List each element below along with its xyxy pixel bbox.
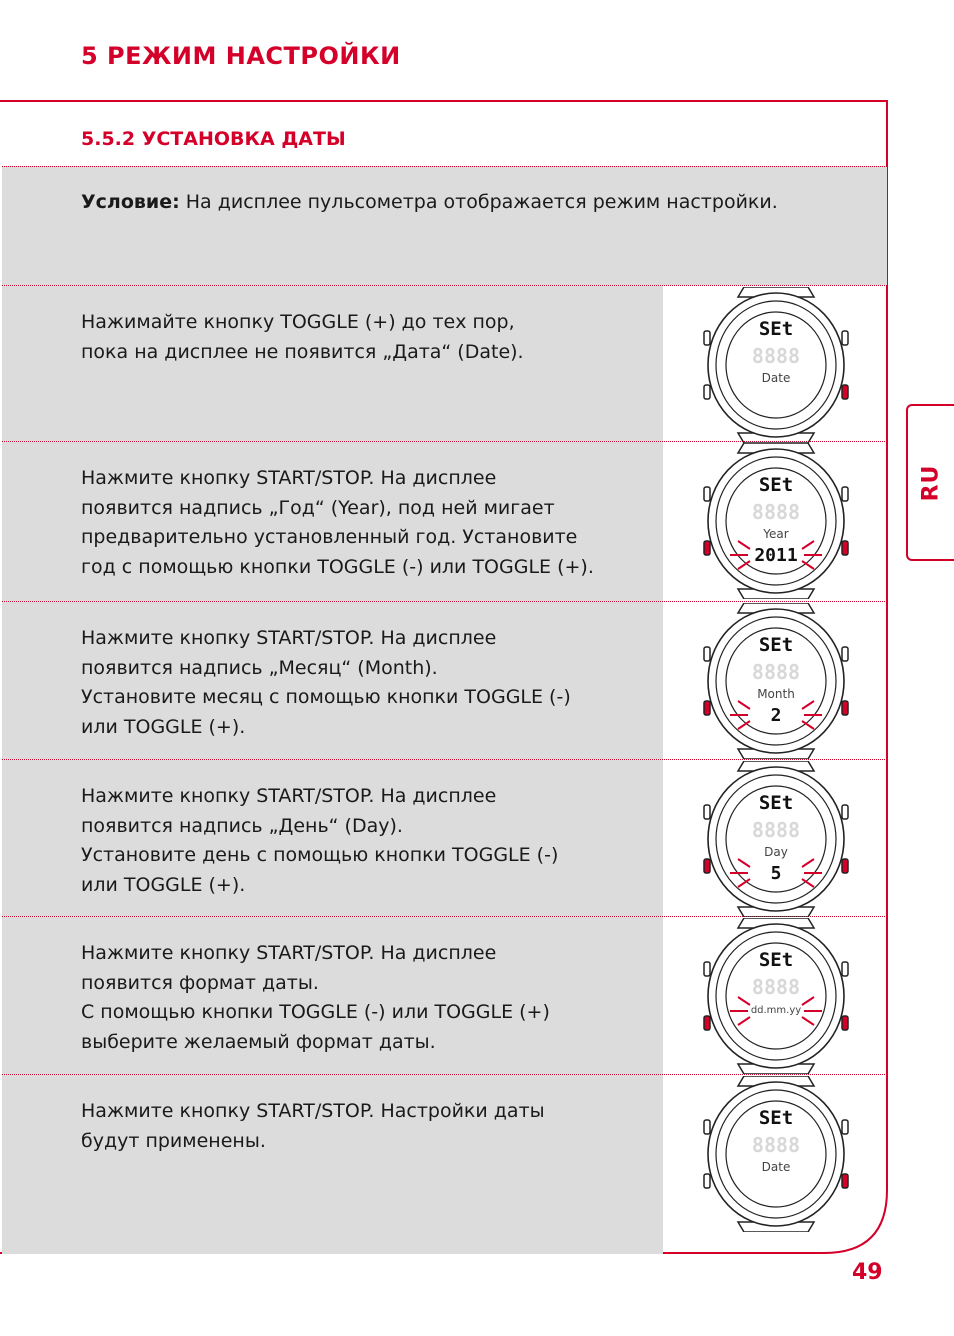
step-line: появится надпись „Месяц“ (Month).	[81, 656, 438, 679]
page-number: 49	[852, 1260, 883, 1285]
watch-top-text: SEt	[758, 949, 794, 971]
step-line: появится надпись „Год“ (Year), под ней мигает	[81, 496, 555, 519]
step-line: Установите месяц с помощью кнопки TOGGLE (-)	[81, 686, 571, 708]
watch-label-text: Date	[761, 1160, 791, 1174]
watch-label-text: Date	[761, 371, 791, 385]
watch-top-text: SEt	[758, 634, 794, 656]
step-line: Нажмите кнопку START/STOP. На дисплее	[81, 785, 497, 807]
watch-top-text: SEt	[758, 1107, 794, 1129]
step-text-panel	[2, 1075, 663, 1254]
step-line: Нажмите кнопку START/STOP. На дисплее	[81, 467, 497, 489]
language-code: RU	[918, 464, 944, 501]
step-text-panel	[2, 602, 663, 759]
watch-label-text: dd.mm.yy	[750, 1005, 802, 1016]
watch-label-text: Day	[764, 845, 788, 859]
condition-body: На дисплее пульсометра отображается режим настройки.	[179, 191, 778, 213]
watch-value-text: 2011	[754, 545, 798, 566]
condition-box	[2, 166, 887, 285]
step-line: Нажимайте кнопку TOGGLE (+) до тех пор,	[81, 311, 515, 333]
step-text-panel	[2, 442, 663, 601]
section-title: 5.5.2 УСТАНОВКА ДАТЫ	[81, 128, 346, 150]
watch-value-text: 2	[770, 705, 782, 726]
step-line: выберите желаемый формат даты.	[81, 1030, 436, 1053]
condition-label: Условие:	[81, 191, 180, 213]
watch-display-illustration	[692, 918, 860, 1074]
watch-top-text: SEt	[758, 318, 794, 340]
svg-text:8888: 8888	[751, 500, 801, 524]
watch-label-text: Month	[757, 687, 795, 701]
step-line: пока на дисплее не появится „Дата“ (Date).	[81, 340, 524, 363]
step-text-panel	[2, 917, 663, 1074]
svg-text:8888: 8888	[751, 818, 801, 842]
svg-text:8888: 8888	[751, 660, 801, 684]
step-line: Нажмите кнопку START/STOP. На дисплее	[81, 627, 497, 649]
step-text-panel	[2, 760, 663, 916]
svg-text:8888: 8888	[751, 975, 801, 999]
step-line: или TOGGLE (+).	[81, 873, 246, 896]
watch-display-illustration	[692, 443, 860, 599]
step-line: появится формат даты.	[81, 971, 319, 994]
step-line: Установите день с помощью кнопки TOGGLE (-)	[81, 844, 559, 866]
chapter-title: 5 РЕЖИМ НАСТРОЙКИ	[81, 42, 401, 70]
step-line: будут применены.	[81, 1129, 266, 1152]
step-line: предварительно установленный год. Установите	[81, 526, 578, 548]
watch-display-illustration	[692, 1076, 860, 1232]
svg-text:8888: 8888	[751, 344, 801, 368]
watch-display-illustration	[692, 603, 860, 759]
step-line: С помощью кнопки TOGGLE (-) или TOGGLE (+)	[81, 1001, 550, 1023]
svg-text:8888: 8888	[751, 1133, 801, 1157]
step-line: или TOGGLE (+).	[81, 715, 246, 738]
watch-display-illustration	[692, 287, 860, 443]
step-line: Нажмите кнопку START/STOP. Настройки даты	[81, 1100, 545, 1122]
step-line: Нажмите кнопку START/STOP. На дисплее	[81, 942, 497, 964]
step-text-panel	[2, 286, 663, 441]
step-line: появится надпись „День“ (Day).	[81, 814, 403, 837]
watch-value-text: 5	[770, 863, 782, 884]
watch-label-text: Year	[763, 527, 789, 541]
step-line: год с помощью кнопки TOGGLE (-) или TOGGLE (+).	[81, 555, 594, 578]
watch-display-illustration	[692, 761, 860, 917]
watch-top-text: SEt	[758, 474, 794, 496]
watch-top-text: SEt	[758, 792, 794, 814]
language-tab	[906, 404, 954, 561]
condition-text	[81, 191, 778, 213]
